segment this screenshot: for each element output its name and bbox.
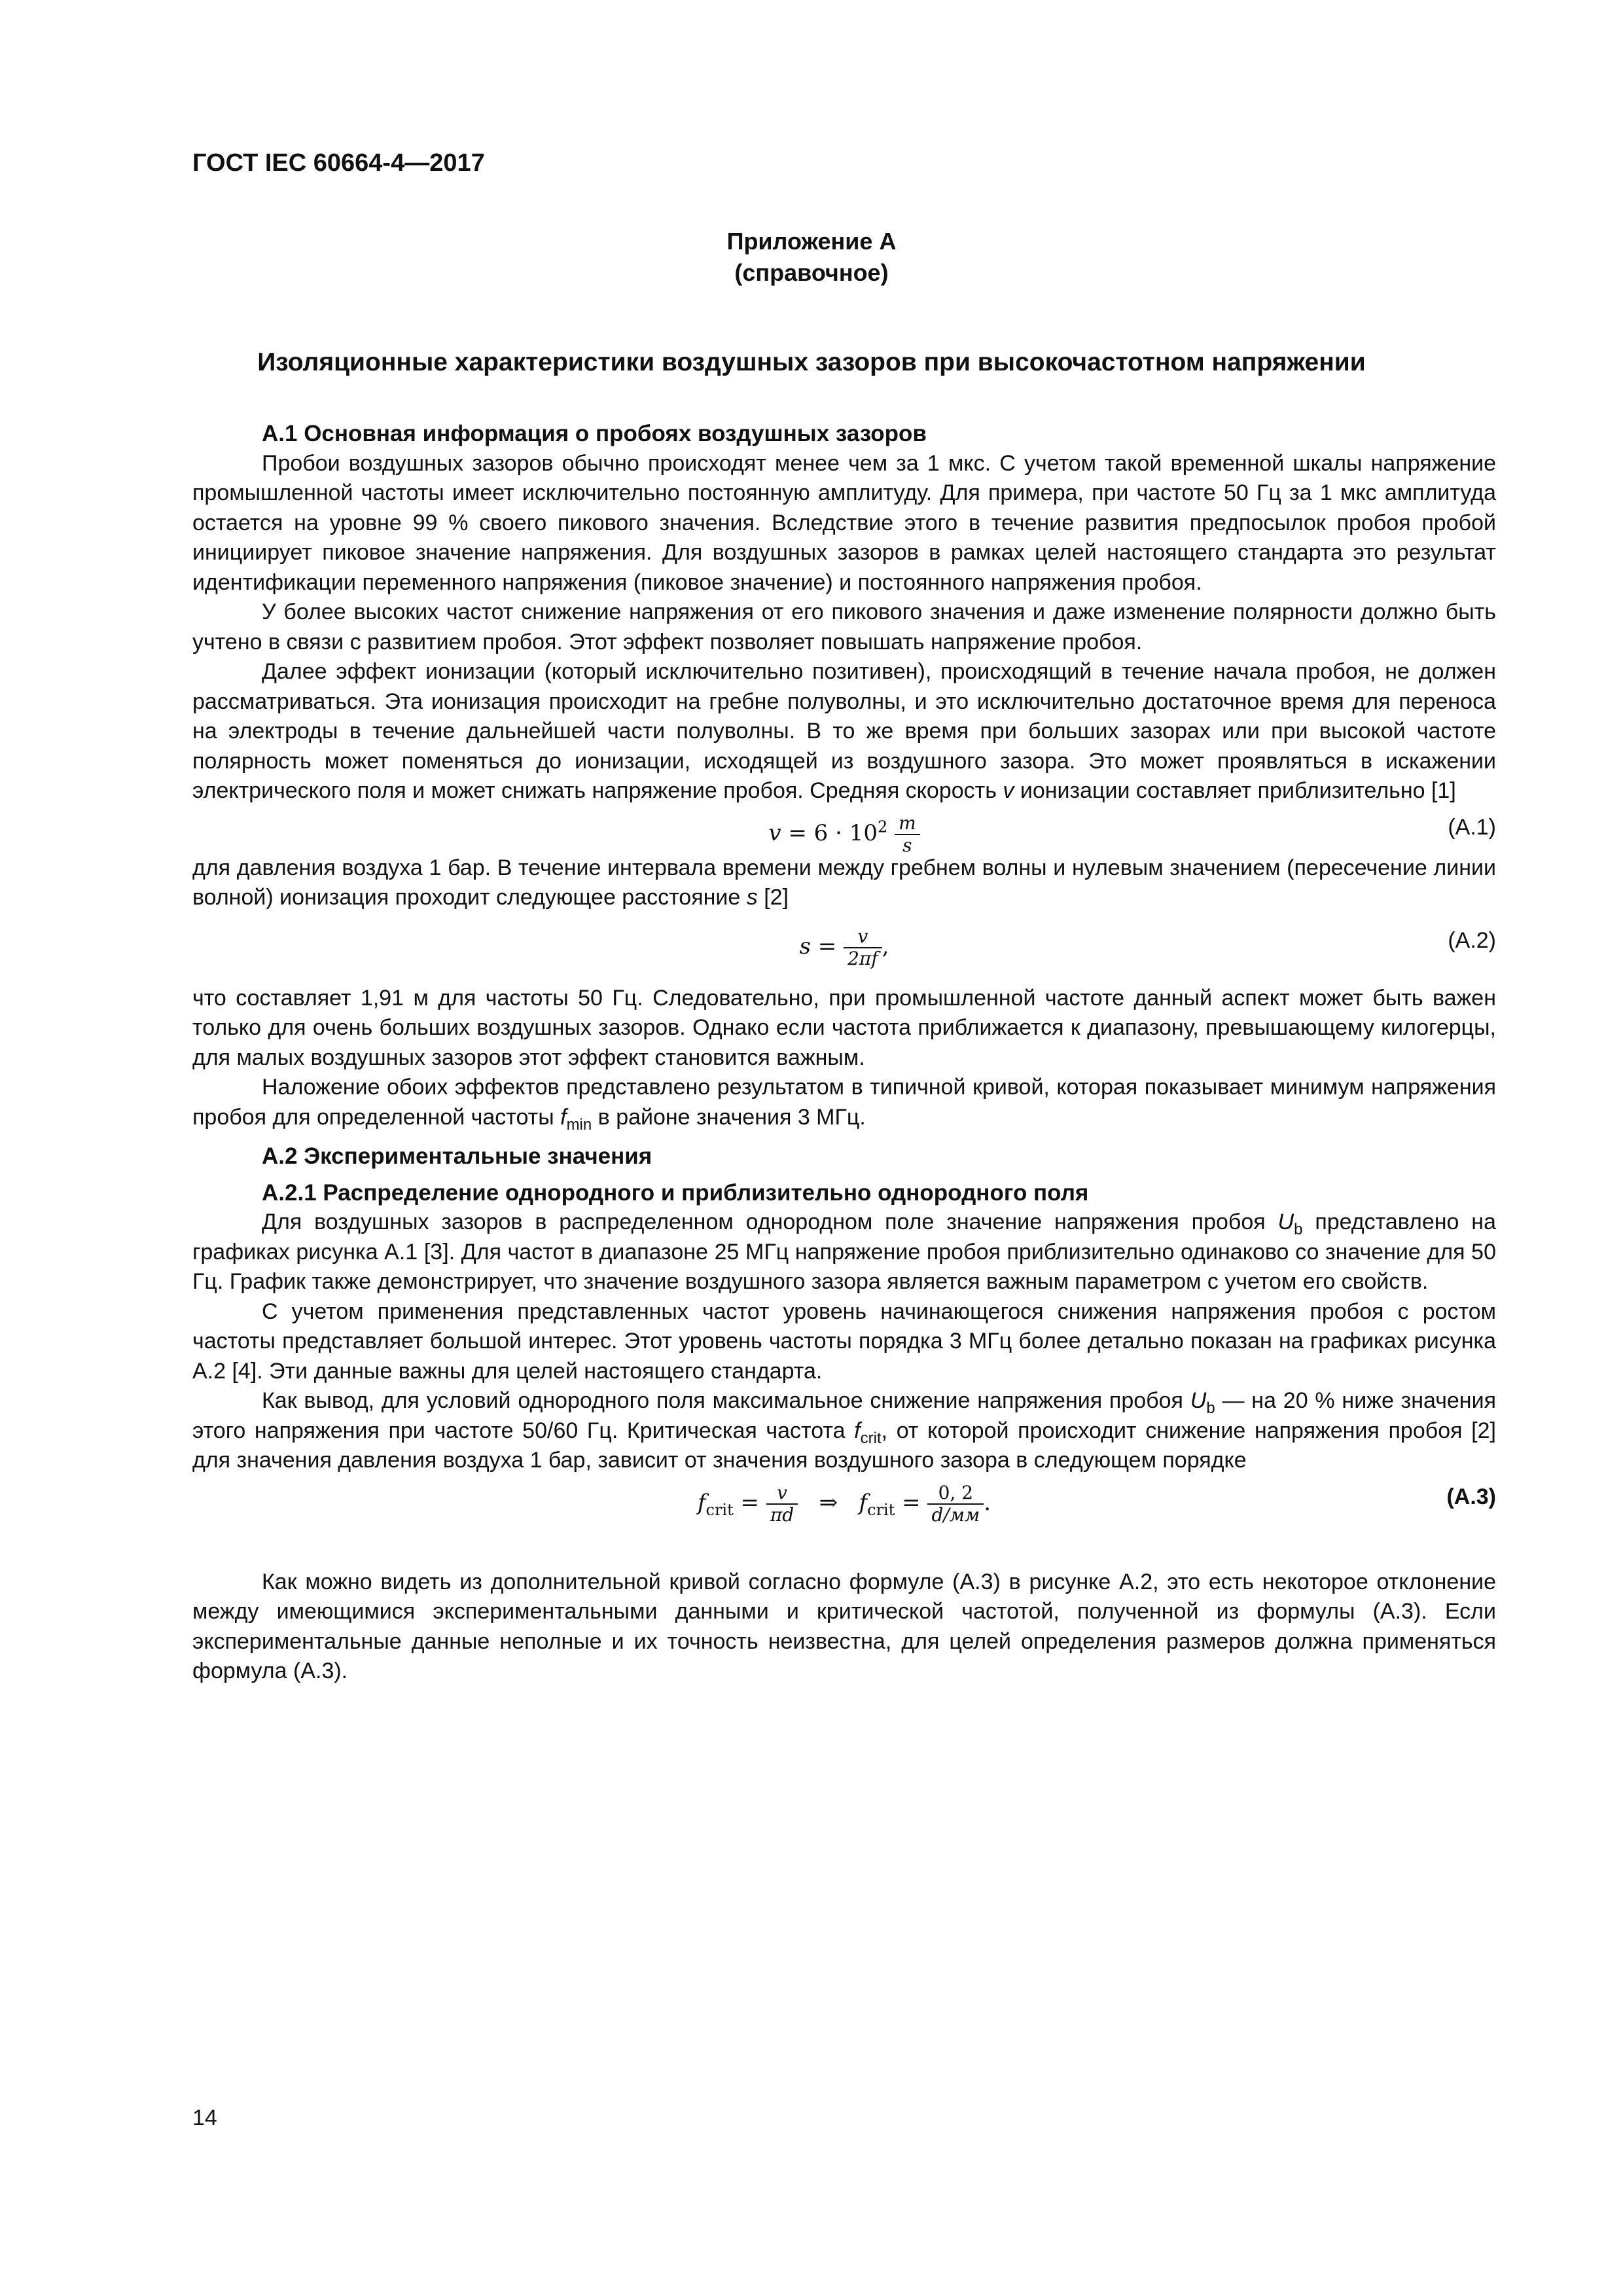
appendix-label: Приложение А bbox=[726, 228, 897, 255]
formula-a1: $v = 6 \cdot 10^2$ $\frac{m}{s}$ (А.1) bbox=[768, 812, 1496, 856]
section-a2-1-heading: А.2.1 Распределение однородного и приблизительно однородного поля bbox=[262, 1179, 1089, 1206]
formula-a1-label: (А.1) bbox=[1448, 814, 1496, 840]
page-number: 14 bbox=[192, 2106, 217, 2130]
appendix-body bbox=[192, 419, 1496, 1687]
section-a2-paragraph-1: Для воздушных зазоров в распределенном однородном поле значение напряжения пробоя $U_b$ представлено на графиках рисунка А.1 [3]. Для частот в диапазоне 25 МГц напряжение пробоя приблизительно одинаково со значение для 50 Гц. График также демонстрирует, что значение воздушного зазора является важным параметром с учетом его свойств. bbox=[192, 1210, 1496, 1294]
appendix-title: Изоляционные характеристики воздушных зазоров при высокочастотном напряжении bbox=[257, 348, 1366, 376]
section-a2-heading: А.2 Экспериментальные значения bbox=[262, 1143, 652, 1169]
appendix-heading bbox=[0, 226, 1623, 289]
section-a1-heading: А.1 Основная информация о пробоях воздушных зазоров bbox=[262, 421, 927, 446]
section-a1-paragraph-4: для давления воздуха 1 бар. В течение интервала времени между гребнем волны и нулевым значением (пересечение линии волной) ионизация проходит следующее расстояние s [2] bbox=[192, 855, 1496, 910]
section-a1-paragraph-5: что составляет 1,91 м для частоты 50 Гц. Следовательно, при промышленной частоте данный аспект может быть важен только для очень больших воздушных зазоров. Однако если частота приближается к диапазону, превышающему килогерцы, для малых воздушных зазоров этот эффект становится важным. bbox=[192, 985, 1496, 1070]
section-a1-paragraph-6: Наложение обоих эффектов представлено результатом в типичной кривой, которая показывает минимум напряжения пробоя для определенной частоты $f_{min}$ в районе значения 3 МГц. bbox=[192, 1075, 1496, 1134]
section-a2-paragraph-3: Как вывод, для условий однородного поля максимальное снижение напряжения пробоя $U_b$ — на 20 % ниже значения этого напряжения при частоте 50/60 Гц. Критическая частота $f_{crit}$, от которой происходит снижение напряжения пробоя [2] для значения давления воздуха 1 бар, зависит от значения воздушного зазора в следующем порядке bbox=[192, 1388, 1496, 1473]
formula-a2-label: (А.2) bbox=[1448, 927, 1496, 953]
section-a2-paragraph-2: С учетом применения представленных частот уровень начинающегося снижения напряжения пробоя с ростом частоты представляет большой интерес. Этот уровень частоты порядка 3 МГц более детально показан на графиках рисунка А.2 [4]. Эти данные важны для целей настоящего стандарта. bbox=[192, 1299, 1496, 1384]
formula-a3-label: (А.3) bbox=[1446, 1484, 1496, 1509]
section-a1-paragraph-1: Пробои воздушных зазоров обычно происходят менее чем за 1 мкс. С учетом такой временной шкалы напряжение промышленной частоты имеет исключительно постоянную амплитуду. Для примера, при частоте 50 Гц за 1 мкс амплитуда остается на уровне 99 % своего пикового значения. Вследствие этого в течение развития предпосылок пробоя пробой инициирует пиковое значение напряжения. Для воздушных зазоров в рамках целей настоящего стандарта это результат идентификации переменного напряжения (пиковое значение) и постоянного напряжения пробоя. bbox=[192, 450, 1496, 595]
section-a2-paragraph-4: Как можно видеть из дополнительной кривой согласно формуле (А.3) в рисунке А.2, это есть некоторое отклонение между имеющимися экспериментальными данными и критической частотой, полученной из формулы (А.3). Если экспериментальные данные неполные и их точность неизвестна, для целей определения размеров должна применяться формула (А.3). bbox=[192, 1569, 1496, 1683]
section-a1-paragraph-3: Далее эффект ионизации (который исключительно позитивен), происходящий в течение начала пробоя, не должен рассматриваться. Эта ионизация происходит на гребне полуволны, и это исключительно достаточное время для переноса на электроды в течение дальнейшей части полуволны. В то же время при больших зазорах или при высокой частоте полярность может поменяться до ионизации, исходящей из воздушного зазора. Это может проявляться в искажении электрического поля и может снижать напряжение пробоя. Средняя скорость v ионизации составляет приблизительно [1] bbox=[192, 659, 1496, 803]
document-code: ГОСТ IEC 60664-4—2017 bbox=[192, 149, 485, 177]
formula-a2: s = $\frac{v}{2\pi f}$ , (А.2) bbox=[799, 925, 1496, 969]
formula-a3: $f_{crit}$ = $\frac{v}{\pi d}$ ⇒ $f_{crit}$ = $\frac{0, 2}{d/мм}$ . (А.3) bbox=[697, 1481, 1496, 1526]
appendix-kind: (справочное) bbox=[734, 259, 889, 286]
section-a1-paragraph-2: У более высоких частот снижение напряжения от его пикового значения и даже изменение полярности должно быть учтено в связи с развитием пробоя. Этот эффект позволяет повышать напряжение пробоя. bbox=[192, 600, 1496, 655]
